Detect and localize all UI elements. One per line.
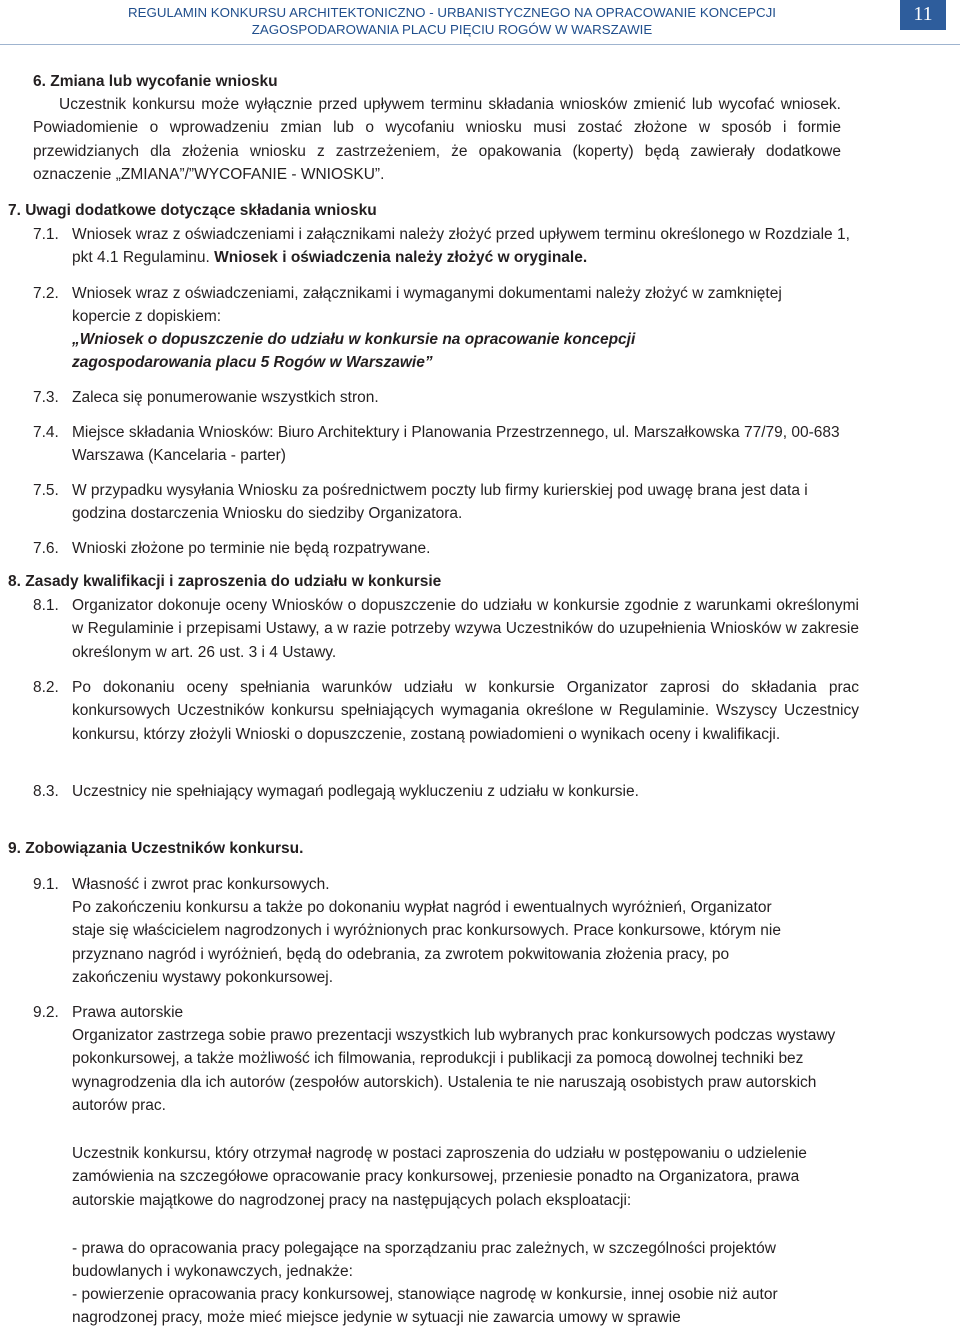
- item-7-6-text: Wnioski złożone po terminie nie będą rozpatrywane.: [72, 540, 431, 557]
- section-6-heading: 6. Zmiana lub wycofanie wniosku: [33, 73, 278, 90]
- item-7-2-number: 7.2.: [33, 285, 59, 302]
- item-7-1-text: [72, 223, 852, 270]
- item-8-2-text: Po dokonaniu oceny spełniania warunków udziału w konkursie Organizator zaprosi do składania prac konkursowych Uczestników konkursu spełniających wymagania określone w Regulaminie. Wszyscy Uczestnicy konkursu, którzy złożyli Wnioski o dopuszczenie, zostaną powiadomieni o wynikach oceny i kwalifikacji.: [72, 679, 859, 743]
- item-9-2-title: Prawa autorskie: [72, 1004, 184, 1021]
- item-7-3-number: 7.3.: [33, 389, 59, 406]
- section-9-heading: 9. Zobowiązania Uczestników konkursu.: [8, 840, 304, 857]
- section-7-heading: 7. Uwagi dodatkowe dotyczące składania wniosku: [8, 202, 377, 219]
- item-7-1-body: Wniosek wraz z oświadczeniami i załącznikami należy złożyć przed upływem terminu określonego w Rozdziale 1, pkt 4.1 Regulaminu.: [72, 226, 850, 267]
- section-8-heading: 8. Zasady kwalifikacji i zaproszenia do udziału w konkursie: [8, 573, 442, 590]
- item-8-2-number: 8.2.: [33, 679, 59, 696]
- item-7-5-number: 7.5.: [33, 482, 59, 499]
- item-9-2-bullet-1: - prawa do opracowania pracy polegające na sporządzaniu prac zależnych, w szczególności projektów budowlanych i wykonawczych, jednakże:: [72, 1240, 776, 1281]
- item-7-6-number: 7.6.: [33, 540, 59, 557]
- item-7-3-text: Zaleca się ponumerowanie wszystkich stron.: [72, 389, 379, 406]
- section-6-text: Uczestnik konkursu może wyłącznie przed upływem terminu składania wniosków zmienić lub wycofać wniosek. Powiadomienie o wprowadzeniu zmian lub o wycofaniu wniosku musi zostać złożone w sposób i formie przewidzianych dla złożenia wniosku z zastrzeżeniem, że opakowania (koperty) będą zawierały dodatkowe oznaczenie „ZMIANA”/”WYCOFANIE - WNIOSKU”.: [33, 96, 841, 183]
- item-9-1-title: Własność i zwrot prac konkursowych.: [72, 876, 330, 893]
- item-7-2-text: Wniosek wraz z oświadczeniami, załącznikami i wymaganymi dokumentami należy złożyć w zamkniętej kopercie z dopiskiem:: [72, 285, 782, 326]
- item-8-1-number: 8.1.: [33, 597, 59, 614]
- item-7-4-number: 7.4.: [33, 424, 59, 441]
- item-8-3-text: Uczestnicy nie spełniający wymagań podlegają wykluczeniu z udziału w konkursie.: [72, 783, 639, 800]
- item-7-1-bold: Wniosek i oświadczenia należy złożyć w oryginale.: [214, 249, 588, 267]
- item-9-2-bullet-2: - powierzenie opracowania pracy konkursowej, stanowiące nagrodę w konkursie, innej osobie niż autor nagrodzonej pracy, może mieć miejsce jedynie w sytuacji nie zawarcia umowy w sprawie: [72, 1286, 778, 1327]
- page-header: [0, 0, 960, 44]
- item-9-2-text-2: Uczestnik konkursu, który otrzymał nagrodę w postaci zaproszenia do udziału w postępowaniu o udzielenie zamówienia na szczegółowe opracowanie pracy konkursowej, przeniesie ponadto na Organizatora, prawa autorskie majątkowe do nagrodzonej pracy na następujących polach eksploatacji:: [72, 1145, 807, 1209]
- item-7-5-text: W przypadku wysyłania Wniosku za pośrednictwem poczty lub firmy kurierskiej pod uwagę brana jest data i godzina dostarczenia Wniosku do siedziby Organizatora.: [72, 482, 808, 523]
- item-9-2-text: Organizator zastrzega sobie prawo prezentacji wszystkich lub wybranych prac konkursowych podczas wystawy pokonkursowej, a także możliwość ich filmowania, reprodukcji i publikacji za pomocą dowolnej techniki bez wynagrodzenia dla ich autorów (zespołów autorskich). Ustalenia te nie naruszają osobistych praw autorskich autorów prac.: [72, 1027, 836, 1114]
- item-7-1-number: 7.1.: [33, 226, 59, 243]
- document-title: [62, 4, 842, 38]
- item-7-2-inscription: „Wniosek o dopuszczenie do udziału w konkursie na opracowanie koncepcji zagospodarowania placu 5 Rogów w Warszawie”: [72, 331, 636, 372]
- item-9-1-text: Po zakończeniu konkursu a także po dokonaniu wypłat nagród i ewentualnych wyróżnień, Organizator staje się właścicielem nagrodzonych i wyróżnionych prac konkursowych. Prace konkursowe, którym nie przyznano nagród i wyróżnień, będą do odebrania, za zwrotem pokwitowania złożenia pracy, po zakończeniu wystawy pokonkursowej.: [72, 899, 781, 986]
- header-divider: [0, 44, 960, 45]
- document-title-line2: ZAGOSPODAROWANIA PLACU PIĘCIU ROGÓW W WARSZAWIE: [251, 22, 653, 37]
- item-9-2-number: 9.2.: [33, 1004, 59, 1021]
- item-8-3-number: 8.3.: [33, 783, 59, 800]
- item-7-4-text: Miejsce składania Wniosków: Biuro Architektury i Planowania Przestrzennego, ul. Marszałkowska 77/79, 00-683 Warszawa (Kancelaria - parter): [72, 424, 840, 465]
- item-8-1-text: Organizator dokonuje oceny Wniosków o dopuszczenie do udziału w konkursie zgodnie z warunkami określonymi w Regulaminie i przepisami Ustawy, a w razie potrzeby wzywa Uczestników do uzupełnienia Wniosków w zakresie określonym w art. 26 ust. 3 i 4 Ustawy.: [72, 597, 859, 661]
- page-number-badge: 11: [900, 0, 946, 30]
- item-9-1-number: 9.1.: [33, 876, 59, 893]
- document-title-line1: REGULAMIN KONKURSU ARCHITEKTONICZNO - URBANISTYCZNEGO NA OPRACOWANIE KONCEPCJI: [128, 5, 776, 20]
